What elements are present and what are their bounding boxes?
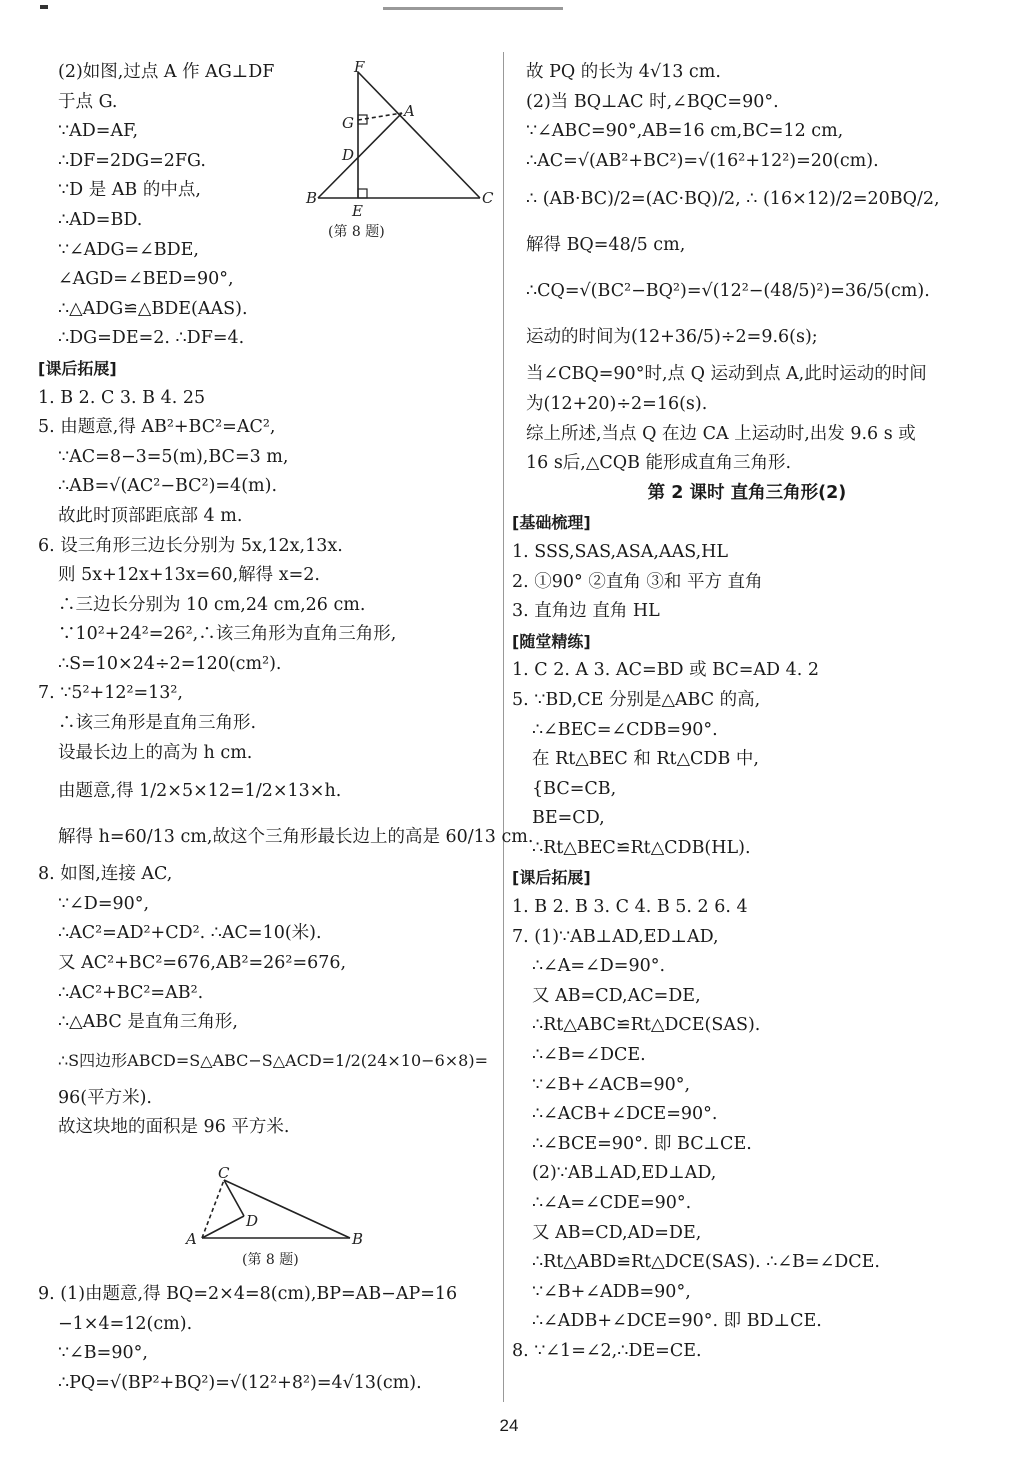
page-number: 24: [499, 1416, 519, 1435]
figure-triangle-1: [300, 58, 500, 248]
text-line: ∵∠ABC=90°,AB=16 cm,BC=12 cm,: [526, 121, 844, 142]
text-line: ∴Rt△BEC≌Rt△CDB(HL).: [532, 837, 751, 858]
figure-quadrilateral: [180, 1158, 380, 1276]
text-line: 综上所述,当点 Q 在边 CA 上运动时,出发 9.6 s 或: [526, 423, 916, 444]
text-line: 故 PQ 的长为 4√13 cm.: [526, 62, 721, 82]
answer-line: 1. B 2. C 3. B 4. 25: [38, 387, 206, 408]
figure-caption: (第 8 题): [242, 1252, 299, 1268]
text-line: 运动的时间为(12+36/5)÷2=9.6(s);: [526, 327, 818, 348]
text-line: ∴AC²=AD²+CD². ∴AC=10(米).: [58, 923, 322, 944]
text-line: 9. (1)由题意,得 BQ=2×4=8(cm),BP=AB−AP=16: [38, 1284, 458, 1304]
answer-line: 1. C 2. A 3. AC=BD 或 BC=AD 4. 2: [512, 660, 820, 681]
answer-line: 1. SSS,SAS,ASA,AAS,HL: [512, 541, 729, 562]
label-A: A: [186, 1230, 197, 1248]
text-line: 解得 BQ=48/5 cm,: [526, 235, 686, 256]
column-divider: [503, 52, 504, 1402]
text-line: ∴该三角形是直角三角形.: [58, 713, 257, 734]
text-line: 当∠CBQ=90°时,点 Q 运动到点 A,此时运动的时间: [526, 364, 927, 385]
text-line: ∵AC=8−3=5(m),BC=3 m,: [58, 446, 289, 467]
text-line: ∵AD=AF,: [58, 121, 139, 142]
text-line: ∴∠ACB+∠DCE=90°.: [532, 1104, 718, 1125]
text-line: 故这块地的面积是 96 平方米.: [58, 1117, 290, 1138]
text-line: 又 AC²+BC²=676,AB²=26²=676,: [58, 953, 347, 974]
label-F: F: [354, 58, 365, 76]
answer-line: 2. ①90° ②直角 ③和 平方 直角: [512, 571, 763, 592]
text-line: ∴AD=BD.: [58, 209, 143, 230]
figure-caption: (第 8 题): [328, 224, 385, 240]
right-column: [512, 58, 982, 1367]
text-line: BE=CD,: [532, 808, 605, 829]
text-line: ∴AB=√(AC²−BC²)=4(m).: [58, 476, 278, 497]
triangle-diagram-1: [300, 58, 500, 248]
label-D: D: [246, 1212, 259, 1230]
label-D: D: [342, 146, 355, 164]
text-line: ∵∠B=90°,: [58, 1343, 148, 1364]
section-heading: [课后拓展]: [512, 868, 591, 888]
text-line: ∴DF=2DG=2FG.: [58, 150, 206, 171]
text-line: ∴∠ADB+∠DCE=90°. 即 BD⊥CE.: [532, 1311, 822, 1332]
text-line: ∴PQ=√(BP²+BQ²)=√(12²+8²)=4√13(cm).: [58, 1372, 422, 1393]
answer-line: 3. 直角边 直角 HL: [512, 601, 660, 622]
label-G: G: [342, 114, 354, 132]
section-heading: [基础梳理]: [512, 513, 591, 533]
text-line: ∴AC=√(AB²+BC²)=√(16²+12²)=20(cm).: [526, 150, 879, 171]
text-line: ∴Rt△ABD≌Rt△DCE(SAS). ∴∠B=∠DCE.: [532, 1252, 880, 1273]
answer-line: 1. B 2. B 3. C 4. B 5. 2 6. 4: [512, 897, 748, 918]
label-A: A: [404, 102, 415, 120]
text-line: {BC=CB,: [532, 778, 617, 799]
text-line: 又 AB=CD,AD=DE,: [532, 1222, 702, 1243]
text-line: 96(平方米).: [58, 1087, 152, 1108]
label-C: C: [482, 189, 494, 207]
text-line: ∵∠B+∠ADB=90°,: [532, 1281, 691, 1302]
text-line: ∵∠D=90°,: [58, 893, 150, 914]
text-line: ∵∠B+∠ACB=90°,: [532, 1074, 691, 1095]
text-line: (2)∵AB⊥AD,ED⊥AD,: [532, 1163, 717, 1184]
text-line: 设最长边上的高为 h cm.: [58, 742, 253, 763]
header-marks: [0, 0, 1018, 10]
text-line: 16 s后,△CQB 能形成直角三角形.: [526, 453, 792, 474]
text-line: ∵10²+24²=26²,∴该三角形为直角三角形,: [58, 624, 397, 645]
text-line: ∵∠ADG=∠BDE,: [58, 239, 199, 260]
text-line: ∴∠BEC=∠CDB=90°.: [532, 719, 718, 740]
text-line: ∴△ADG≌△BDE(AAS).: [58, 298, 248, 319]
text-line: ∴S四边形ABCD=S△ABC−S△ACD=1/2(24×10−6×8)=: [58, 1050, 488, 1070]
text-line: 8. ∵∠1=∠2,∴DE=CE.: [512, 1340, 702, 1361]
text-line: ∠AGD=∠BED=90°,: [58, 269, 234, 290]
text-line: 解得 h=60/13 cm,故这个三角形最长边上的高是 60/13 cm.: [58, 827, 534, 848]
text-line: ∴S=10×24÷2=120(cm²).: [58, 653, 282, 674]
text-line: 于点 G.: [58, 91, 118, 112]
label-E: E: [352, 202, 363, 220]
text-line: ∴∠A=∠D=90°.: [532, 956, 666, 977]
text-line: ∵D 是 AB 的中点,: [58, 180, 201, 201]
text-line: 在 Rt△BEC 和 Rt△CDB 中,: [532, 749, 759, 770]
section-heading: [课后拓展]: [38, 358, 117, 378]
text-line: ∴三边长分别为 10 cm,24 cm,26 cm.: [58, 594, 366, 615]
text-line: 为(12+20)÷2=16(s).: [526, 393, 708, 414]
text-line: 6. 设三角形三边长分别为 5x,12x,13x.: [38, 535, 343, 556]
text-line: ∴CQ=√(BC²−BQ²)=√(12²−(48/5)²)=36/5(cm).: [526, 281, 930, 302]
text-line: 则 5x+12x+13x=60,解得 x=2.: [58, 565, 320, 586]
text-line: 5. ∵BD,CE 分别是△ABC 的高,: [512, 689, 761, 710]
quadrilateral-diagram: [180, 1158, 380, 1276]
text-line: ∴AC²+BC²=AB².: [58, 982, 204, 1003]
text-line: (2)如图,过点 A 作 AG⊥DF: [58, 62, 275, 82]
left-column-bottom: [38, 1280, 500, 1398]
section-heading: [随堂精练]: [512, 631, 591, 651]
text-line: 故此时顶部距底部 4 m.: [58, 505, 243, 526]
label-B: B: [352, 1230, 364, 1248]
text-line: −1×4=12(cm).: [58, 1313, 193, 1334]
text-line: ∴Rt△ABC≌Rt△DCE(SAS).: [532, 1015, 761, 1036]
label-B: B: [306, 189, 318, 207]
text-line: 7. (1)∵AB⊥AD,ED⊥AD,: [512, 926, 719, 947]
text-line: (2)当 BQ⊥AC 时,∠BQC=90°.: [526, 91, 779, 112]
text-line: ∴∠A=∠CDE=90°.: [532, 1193, 692, 1213]
label-C: C: [218, 1164, 230, 1182]
text-line: 7. ∵5²+12²=13²,: [38, 683, 183, 704]
text-line: ∴∠B=∠DCE.: [532, 1045, 646, 1066]
text-line: ∴ (AB·BC)/2=(AC·BQ)/2, ∴ (16×12)/2=20BQ/2,: [526, 189, 940, 210]
lesson-title: 第 2 课时 直角三角形(2): [647, 482, 847, 503]
text-line: 8. 如图,连接 AC,: [38, 864, 173, 885]
text-line: 由题意,得 1/2×5×12=1/2×13×h.: [58, 781, 342, 802]
text-line: 5. 由题意,得 AB²+BC²=AC²,: [38, 417, 276, 438]
text-line: ∴△ABC 是直角三角形,: [58, 1012, 238, 1033]
text-line: ∴DG=DE=2. ∴DF=4.: [58, 328, 245, 349]
text-line: 又 AB=CD,AC=DE,: [532, 985, 701, 1006]
text-line: ∴∠BCE=90°. 即 BC⊥CE.: [532, 1133, 752, 1154]
